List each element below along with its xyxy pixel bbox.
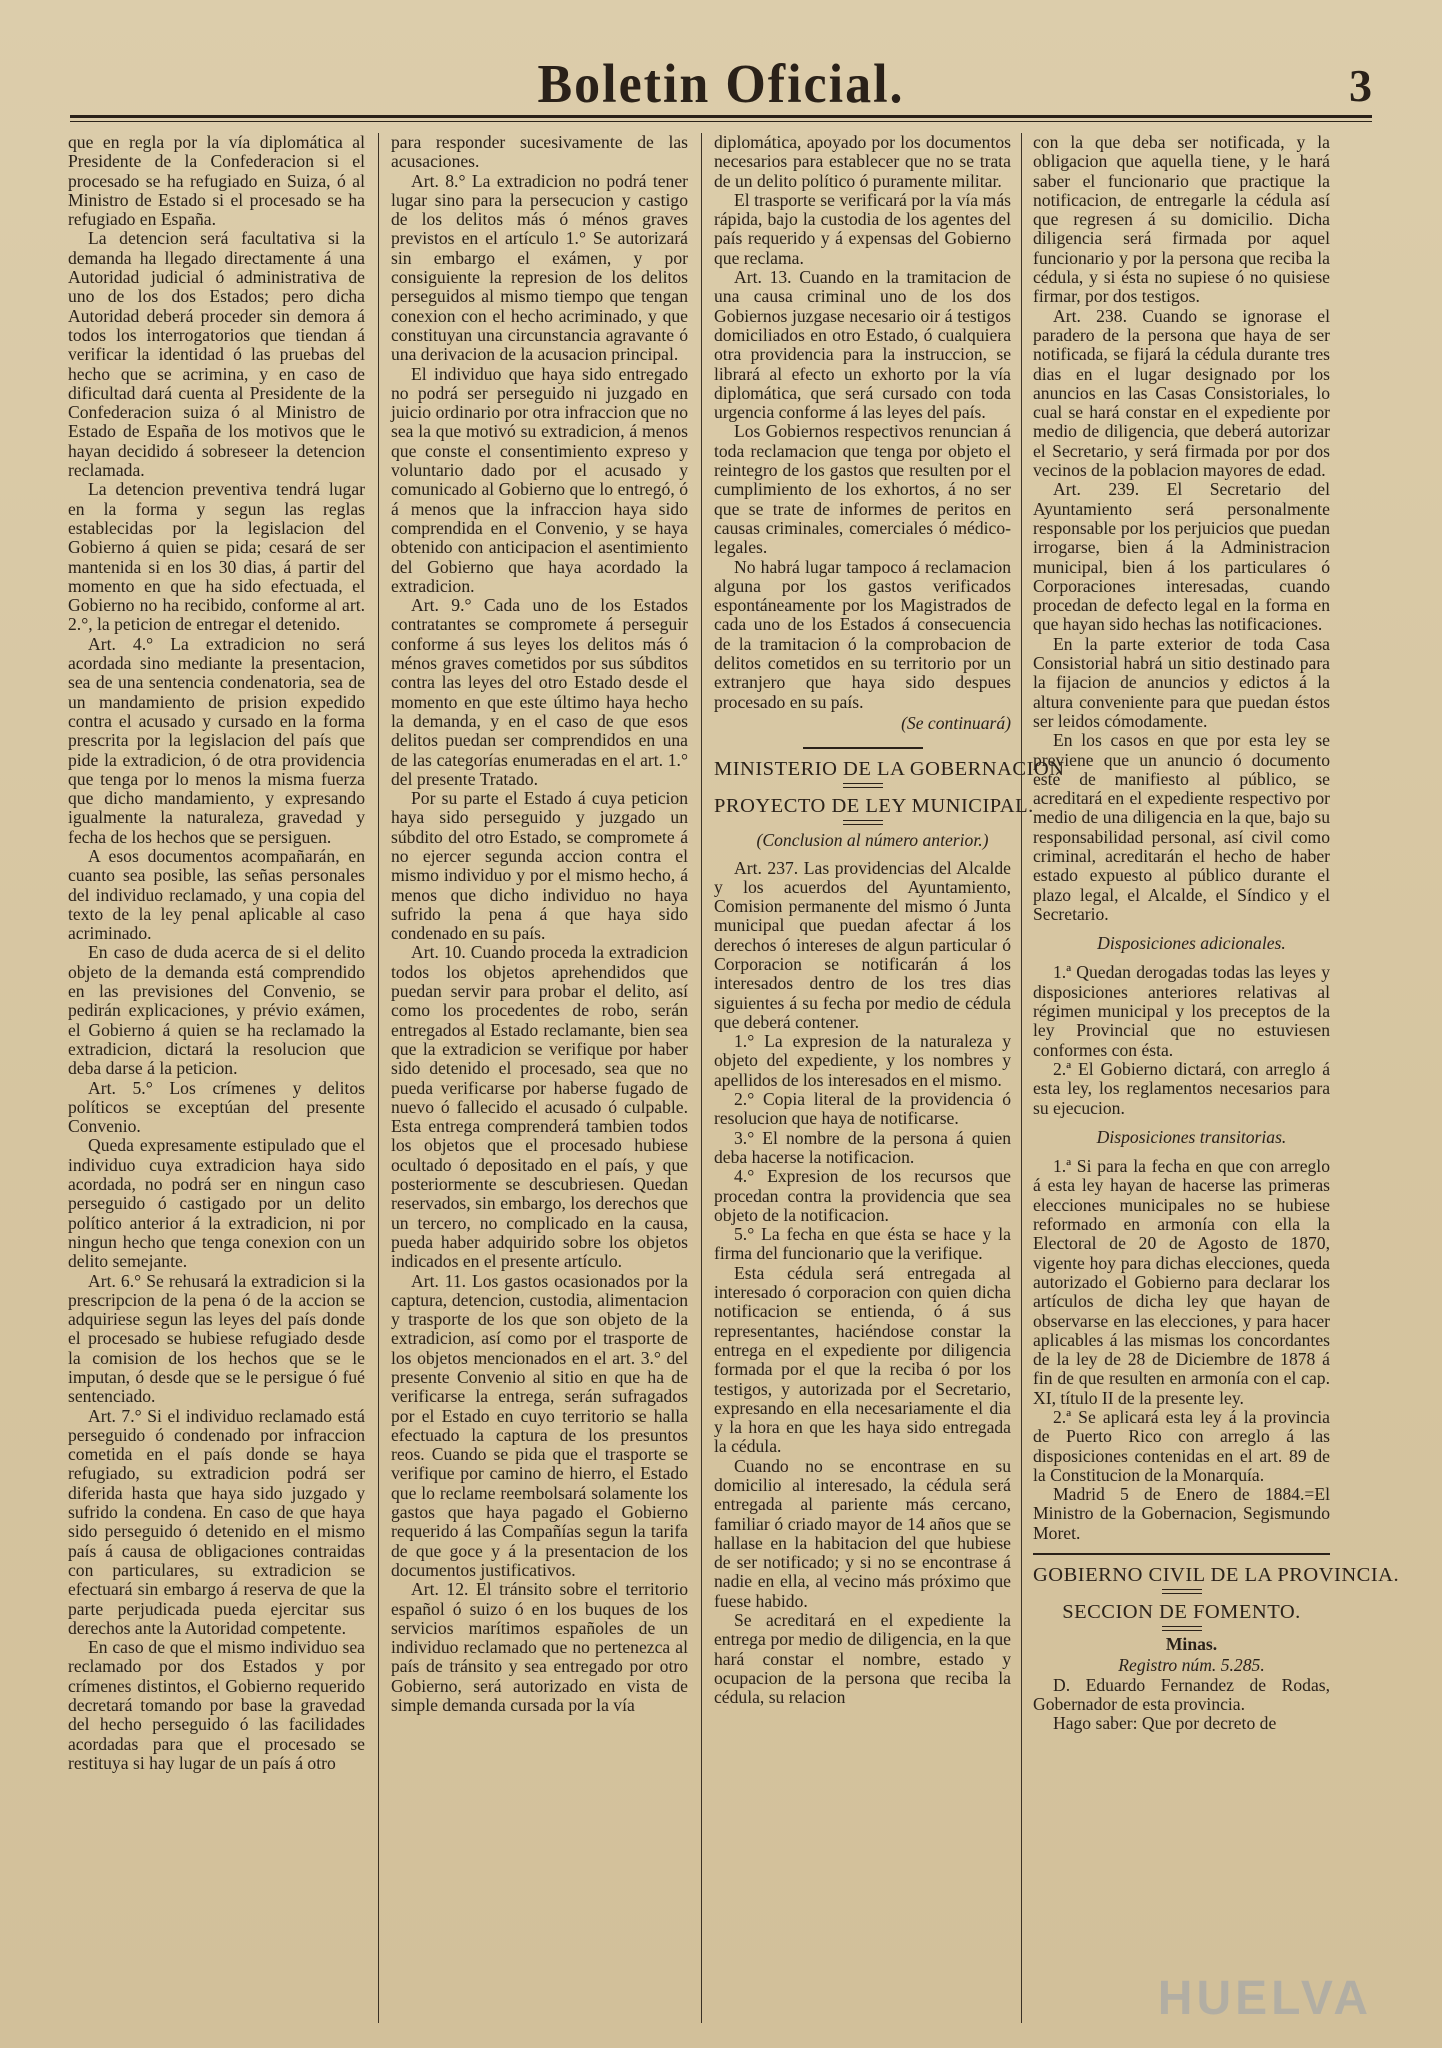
page-number: 3: [1349, 60, 1372, 111]
column-1: [68, 133, 365, 2023]
paragraph: El trasporte se verificará por la vía más rápida, bajo la custodia de los agentes del país requerido y á expensas del Gobierno que reclama.: [714, 189, 1011, 268]
heading-separator: [1162, 1589, 1202, 1594]
paragraph: Cuando no se encontrase en su domicilio al interesado, la cédula será entregada al pariente más cercano, familiar ó criado mayor de 14 años que se hallase en la habitacion del que hubiese de ser notificado; y si no se encontrase á nadie en ella, al vecino más próximo que fuese habido.: [714, 1455, 1011, 1611]
section-rule: [1033, 1553, 1330, 1555]
paragraph: 4.° Expresion de los recursos que procedan contra la providencia que sea objeto de la notificacion.: [714, 1166, 1011, 1225]
paragraph: Art. 13. Cuando en la tramitacion de una causa criminal uno de los dos Gobiernos juzgase necesario oir á testigos domiciliados en otro Estado, ó cualquiera otra providencia para la instruccion, se librará al efecto un exhorto por la vía diplomática, que será cursado con toda urgencia conforme á las leyes del país.: [714, 267, 1011, 423]
paragraph: La detencion preventiva tendrá lugar en la forma y segun las reglas establecidas por la legislacion del Gobierno á quien se pida; cesará de ser mantenida si en los 30 dias, á partir del momento en que ha sido efectuada, el Gobierno no ha recibido, conforme al art. 2.°, la peticion de entregar el detenido.: [68, 479, 365, 635]
paragraph: 3.° El nombre de la persona á quien deba hacerse la notificacion.: [714, 1127, 1011, 1167]
paragraph: que en regla por la vía diplomática al Presidente de la Confederacion si el procesado se ha refugiado en Suiza, ó al Ministro de Estado si el procesado se ha refugiado en España.: [68, 132, 365, 230]
columns: [68, 132, 1400, 2023]
paragraph: 2.° Copia literal de la providencia ó resolucion que haya de notificarse.: [714, 1089, 1011, 1129]
column-4: [1033, 132, 1400, 2023]
paragraph: Art. 4.° La extradicion no será acordada sino mediante la presentacion, sea de una sentencia condenatoria, sea de un mandamiento de prision expedido contra el acusado y cursado en la forma prescrita por la legislacion del país que pide la extradicion, ó de otra providencia que tenga por lo menos la misma fuerza que dicho mandamiento, y expresando igualmente la naturaleza, gravedad y fecha de los hechos que se persiguen.: [68, 633, 365, 847]
heading-separator: [843, 820, 883, 825]
paragraph: Art. 9.° Cada uno de los Estados contratantes se compromete á perseguir conforme á sus leyes los delitos más ó ménos graves cometidos por sus súbditos contra las leyes del otro Estado desde el momento en que este último haya hecho la demanda, y en el caso de que esos delitos puedan ser comprendidos en una de las categorías enumeradas en el art. 1.° del presente Tratado.: [391, 595, 688, 789]
paragraph: con la que deba ser notificada, y la obligacion que aquella tiene, y le hará saber el funcionario que practique la notificacion, de entregarle la cédula así que regresen á su domicilio. Dicha diligencia será firmada por aquel funcionario y por la persona que reciba la cédula, y si ésta no supiese ó no quisiese firmar, por dos testigos.: [1033, 132, 1330, 307]
paragraph: No habrá lugar tampoco á reclamacion alguna por los gastos verificados espontáneamente por los Magistrados de cada uno de los Estados á consecuencia de la tramitacion ó la comprobacion de delitos cometidos en su territorio por un extranjero que haya sido despues procesado en su país.: [714, 556, 1011, 712]
paragraph: Art. 10. Cuando proceda la extradicion todos los objetos aprehendidos que puedan servir para probar el delito, así como los procedentes de robo, serán entregados al Estado reclamante, bien sea que la extradicion se verifique por haber sido detenido el procesado, sea que no pueda verificarse por haberse fugado de nuevo ó fallecido el acusado ó culpable. Esta entrega comprenderá tambien todos los objetos que el procesado hubiese ocultado ó depositado en el país, y que posteriormente se descubriesen. Quedan reservados, sin embargo, los derechos que un tercero, no complicado en la causa, pueda haber adquirido sobre los objetos indicados en el presente artículo.: [391, 942, 688, 1272]
paragraph: para responder sucesivamente de las acusaciones.: [391, 132, 688, 172]
column-divider: [701, 133, 702, 2023]
paragraph: Art. 8.° La extradicion no podrá tener lugar sino para la persecucion y castigo de los delitos más ó ménos graves previstos en el artículo 1.° Se autorizará sin embargo el exámen, y por consiguiente la represion de los delitos perseguidos al mismo tiempo que tengan conexion con el hecho acriminado, y que constituyan una circunstancia agravante ó una derivacion de la acusacion principal.: [391, 170, 688, 365]
column-3: [714, 132, 1065, 2023]
signature: Madrid 5 de Enero de 1884.=El Ministro de la Gobernacion, Segismundo Moret.: [1033, 1484, 1330, 1543]
paragraph: Esta cédula será entregada al interesado ó corporacion con quien dicha notificacion se entienda, ó á sus representantes, haciéndose constar la entrega en el expediente por diligencia formada por el que la reciba ó por los testigos, y autorizada por el Secretario, expresando en ella necesariamente el dia y la hora en que les haya sido entregada la cédula.: [714, 1262, 1011, 1457]
minas-heading: Minas.: [1165, 1634, 1218, 1655]
masthead: [70, 55, 1372, 115]
column-divider: [1021, 133, 1022, 2023]
watermark-logo: HUELVA: [1157, 1972, 1372, 2025]
ministry-heading: MINISTERIO DE LA GOBERNACION: [714, 758, 1065, 781]
paragraph: Art. 12. El tránsito sobre el territorio español ó suizo ó en los buques de los servicios marítimos españoles de un individuo reclamado que no pertenezca al país de tránsito y sea entregado por otro Gobierno, será autorizado en vista de simple demanda cursada por la vía: [391, 1579, 688, 1716]
paragraph: Art. 5.° Los crímenes y delitos políticos se exceptúan del presente Convenio.: [68, 1077, 365, 1137]
heading-separator: [843, 783, 883, 788]
column-divider: [378, 133, 379, 2023]
seccion-heading: SECCION DE FOMENTO.: [1062, 1601, 1301, 1624]
paragraph: En los casos en que por esta ley se previene que un anuncio ó documento esté de manifiesto al público, se acreditará en el expediente respectivo por medio de una diligencia en la que, bajo su responsabilidad personal, así civil como criminal, acreditarán el hecho de haber estado expuesto al público durante el plazo legal, el Alcalde, el Síndico y el Secretario.: [1033, 730, 1330, 924]
paragraph: Queda expresamente estipulado que el individuo cuya extradicion haya sido acordada, no podrá ser en ningun caso perseguido ó castigado por un delito político anterior á la extradicion, ni por ningun hecho que tenga conexion con un delito semejante.: [68, 1135, 365, 1272]
paragraph: Hago saber: Que por decreto de: [1053, 1713, 1277, 1734]
paragraph: 5.° La fecha en que ésta se hace y la firma del funcionario que la verifique.: [714, 1224, 1011, 1264]
paragraph: Por su parte el Estado á cuya peticion haya sido perseguido y juzgado un súbdito del otro Estado, se compromete á no ejercer segunda accion contra el mismo individuo y por el mismo hecho, á menos que dicho individuo no haya sufrido la pena á que haya sido condenado en su país.: [391, 788, 688, 944]
paragraph: Art. 238. Cuando se ignorase el paradero de la persona que haya de ser notificada, se fijará la cédula durante tres dias en el lugar designado por los anuncios en las Casas Consistoriales, lo cual se hará constar en el expediente por medio de diligencia, que deberá autorizar el Secretario, y será firmada por por dos vecinos de la poblacion mayores de edad.: [1033, 305, 1330, 481]
page-title: Boletin Oficial.: [537, 54, 905, 115]
transitorias-heading: Disposiciones transitorias.: [1096, 1126, 1287, 1147]
paragraph: 2.ª El Gobierno dictará, con arreglo á esta ley, los reglamentos necesarios para su ejecucion.: [1033, 1058, 1330, 1118]
heading-separator: [1162, 1626, 1202, 1631]
paragraph: El individuo que haya sido entregado no podrá ser perseguido ni juzgado en juicio ordinario por otra infraccion que no sea la que motivó su extradicion, á menos que conste el consentimiento expreso y voluntario dado por el acusado y comunicado al Gobierno que lo entregó, ó á menos que la infraccion haya sido comprendida en el Convenio, y se haya obtenido con anticipacion el asentimiento del Gobierno que haya acordado la extradicion.: [391, 363, 688, 596]
gobierno-heading: GOBIERNO CIVIL DE LA PROVINCIA.: [1033, 1564, 1400, 1587]
paragraph: D. Eduardo Fernandez de Rodas, Gobernador de esta provincia.: [1033, 1674, 1330, 1714]
paragraph: Art. 237. Las providencias del Alcalde y los acuerdos del Ayuntamiento, Comision permanente del mismo ó Junta municipal que puedan afectar á los derechos ó intereses de algun particular ó Corporacion se notificarán á los interesados dentro de los tres dias siguientes á su fecha por medio de cédula que deberá contener.: [714, 857, 1011, 1032]
adicionales-heading: Disposiciones adicionales.: [1097, 933, 1286, 954]
paragraph: En caso de que el mismo individuo sea reclamado por dos Estados y por crímenes distintos, el Gobierno requerido decretará tomando por base la gravedad del hecho perseguido ó las facilidades acordadas para que el procesado se restituya si hay lugar de un país á otro: [68, 1637, 365, 1773]
registro-line: Registro núm. 5.285.: [1118, 1655, 1265, 1676]
header-rule: [70, 115, 1372, 118]
paragraph: La detencion será facultativa si la demanda ha llegado directamente á una Autoridad judicial ó administrativa de uno de los dos Estados; pero dicha Autoridad deberá proceder sin demora á todos los interrogatorios que tiendan á verificar la identidad ó las pruebas del hecho que se acrimina, y en caso de dificultad dará cuenta al Presidente de la Confederacion suiza ó al Ministro de Estado de España de los motivos que le hayan decidido á sobreseer la detencion reclamada.: [68, 228, 365, 481]
continued-note: (Se continuará): [901, 712, 1011, 733]
paragraph: Art. 239. El Secretario del Ayuntamiento será personalmente responsable por los perjuicios que puedan irrogarse, bien á la Administracion municipal, bien á los particulares ó Corporaciones interesadas, cuando procedan de defecto legal en la forma en que hayan sido hechas las notificaciones.: [1033, 479, 1330, 635]
paragraph: En caso de duda acerca de si el delito objeto de la demanda está comprendido en las previsiones del Convenio, se pedirán explicaciones, y prévio exámen, el Gobierno á quien se ha reclamado la extradicion, dictará la resolucion que deba darse á la peticion.: [68, 942, 365, 1079]
paragraph: A esos documentos acompañarán, en cuanto sea posible, las señas personales del individuo reclamado, y una copia del texto de la ley penal aplicable al caso acriminado.: [68, 845, 365, 944]
paragraph: En la parte exterior de toda Casa Consistorial habrá un sitio destinado para la fijacion de anuncios y edictos á la altura conveniente para que puedan éstos ser leidos cómodamente.: [1033, 633, 1330, 731]
paragraph: Art. 7.° Si el individuo reclamado está perseguido ó condenado por infraccion cometida en el país donde se haya refugiado, su extradicion podrá ser diferida hasta que haya sido juzgado y sufrido la condena. En caso de que haya sido perseguido ó detenido en el mismo país á causa de obligaciones contraidas con particulares, su extradicion se efectuará sin embargo á reserva de que la parte perjudicada pueda ejercitar sus derechos ante la Autoridad competente.: [68, 1405, 365, 1638]
paragraph: 1.° La expresion de la naturaleza y objeto del expediente, y los nombres y apellidos de los interesados en el mismo.: [714, 1031, 1011, 1090]
paragraph: Se acreditará en el expediente la entrega por medio de diligencia, en la que hará constar el nombre, estado y ocupacion de la persona que reciba la cédula, su relacion: [714, 1610, 1011, 1708]
section-rule: [803, 747, 923, 749]
header-rule-thin: [70, 121, 1372, 122]
column-2: [391, 133, 688, 2023]
project-heading: PROYECTO DE LEY MUNICIPAL.: [714, 795, 1034, 818]
paragraph: Art. 11. Los gastos ocasionados por la captura, detencion, custodia, alimentacion y trasporte de los que son objeto de la extradicion, así como por el trasporte de los objetos mencionados en el art. 3.° del presente Convenio al sitio en que ha de verificarse la entrega, serán sufragados por el Estado en cuyo territorio se halla efectuado la captura de los presuntos reos. Cuando se pida que el trasporte se verifique por camino de hierro, el Estado que lo reclame reembolsará solamente los gastos que haya pagado el Gobierno requerido á las Compañías segun la tarifa de que goce y á la presentacion de los documentos justificativos.: [391, 1270, 688, 1580]
paragraph: 2.ª Se aplicará esta ley á la provincia de Puerto Rico con arreglo á las disposiciones contenidas en el art. 89 de la Constitucion de la Monarquía.: [1033, 1407, 1330, 1485]
paragraph: Art. 6.° Se rehusará la extradicion si la prescripcion de la pena ó de la accion se adquiriese segun las leyes del país donde el procesado se hubiese refugiado desde la comision de los hechos que se le imputan, ó desde que se le persigue ó fué sentenciado.: [68, 1270, 365, 1407]
paragraph: Los Gobiernos respectivos renuncian á toda reclamacion que tenga por objeto el reintegro de los gastos que resulten por el cumplimiento de los exhortos, á no ser que se trate de informes de peritos en causas criminales, comerciales ó médico-legales.: [714, 421, 1011, 558]
paragraph: diplomática, apoyado por los documentos necesarios para establecer que no se trata de un delito político ó puramente militar.: [714, 132, 1011, 191]
conclusion-note: (Conclusion al número anterior.): [756, 830, 989, 851]
paragraph: 1.ª Quedan derogadas todas las leyes y disposiciones anteriores relativas al régimen municipal y los preceptos de la ley Provincial que no estuviesen conformes con ésta.: [1033, 962, 1330, 1060]
paragraph: 1.ª Si para la fecha en que con arreglo á esta ley hayan de hacerse las primeras elecciones municipales no se hubiese reformado en armonía con ella la Electoral de 20 de Agosto de 1870, vigente hoy para dichas elecciones, queda autorizado el Gobierno para declarar los artículos de dicha ley que hayan de observarse en las elecciones, y para hacer aplicables á las mismas los concordantes de la ley de 28 de Diciembre de 1878 á fin de que resulten en armonía con el cap. XI, título II de la presente ley.: [1033, 1156, 1330, 1408]
